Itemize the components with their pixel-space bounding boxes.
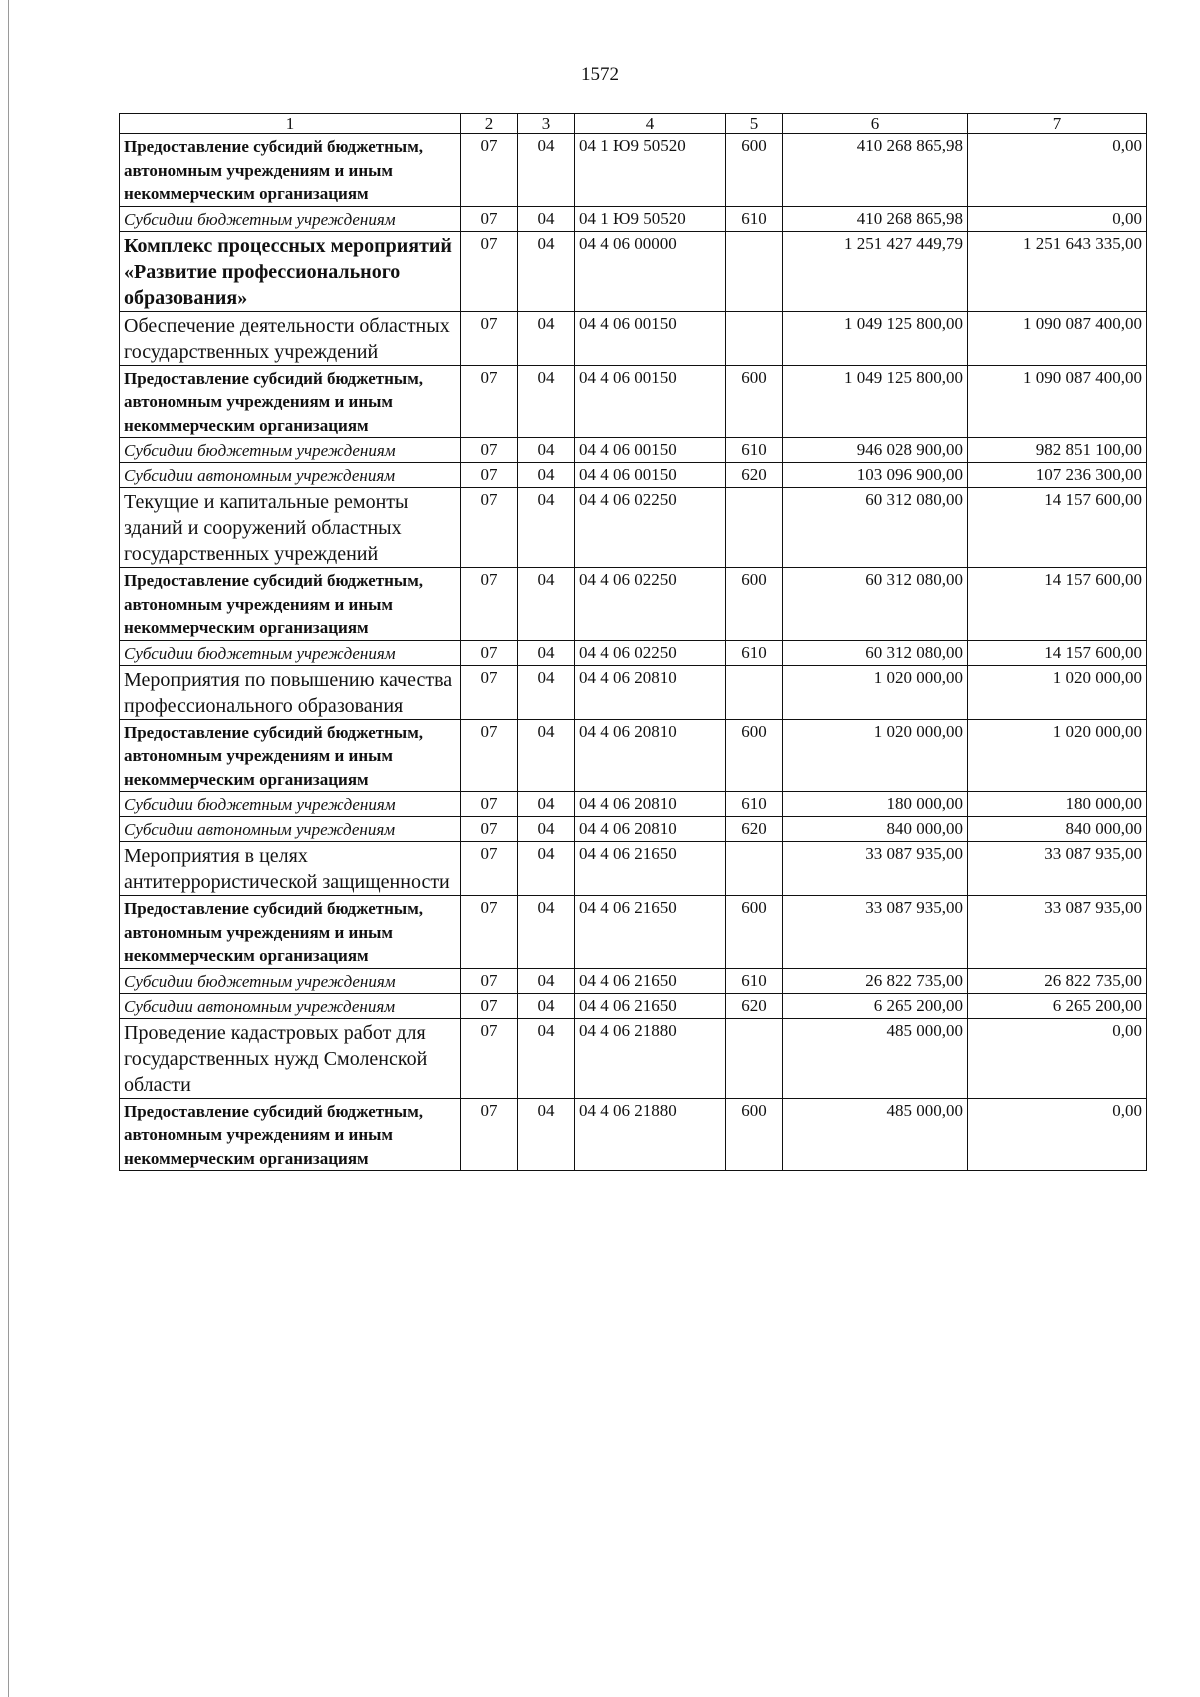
expense-type-code: 610	[726, 438, 783, 463]
table-row	[120, 842, 1147, 896]
column-header: 4	[575, 114, 726, 134]
row-name: Субсидии бюджетным учреждениям	[120, 640, 461, 665]
scan-edge-line	[8, 0, 9, 1697]
expense-type-code	[726, 1018, 783, 1098]
column-header: 6	[783, 114, 968, 134]
table-row	[120, 968, 1147, 993]
amount-year-1: 60 312 080,00	[783, 640, 968, 665]
amount-year-1: 1 020 000,00	[783, 719, 968, 792]
expense-type-code: 610	[726, 640, 783, 665]
amount-year-1: 60 312 080,00	[783, 488, 968, 568]
expense-type-code: 600	[726, 896, 783, 969]
expense-type-code: 600	[726, 365, 783, 438]
target-article-code: 04 4 06 00150	[575, 463, 726, 488]
column-header: 3	[518, 114, 575, 134]
amount-year-1: 1 251 427 449,79	[783, 231, 968, 311]
table-row	[120, 719, 1147, 792]
expense-type-code: 610	[726, 206, 783, 231]
row-name: Субсидии автономным учреждениям	[120, 463, 461, 488]
target-article-code: 04 1 Ю9 50520	[575, 134, 726, 207]
amount-year-1: 410 268 865,98	[783, 206, 968, 231]
amount-year-1: 60 312 080,00	[783, 568, 968, 641]
amount-year-1: 6 265 200,00	[783, 993, 968, 1018]
expense-type-code: 600	[726, 568, 783, 641]
section-code: 07	[461, 488, 518, 568]
expense-type-code: 610	[726, 968, 783, 993]
expense-type-code: 600	[726, 134, 783, 207]
table-row	[120, 993, 1147, 1018]
subsection-code: 04	[518, 1018, 575, 1098]
table-row	[120, 438, 1147, 463]
target-article-code: 04 4 06 21650	[575, 968, 726, 993]
amount-year-2: 0,00	[968, 1018, 1147, 1098]
expense-type-code	[726, 665, 783, 719]
amount-year-2: 0,00	[968, 134, 1147, 207]
table-row	[120, 134, 1147, 207]
expense-type-code	[726, 842, 783, 896]
row-name: Субсидии бюджетным учреждениям	[120, 438, 461, 463]
target-article-code: 04 4 06 00150	[575, 365, 726, 438]
amount-year-1: 946 028 900,00	[783, 438, 968, 463]
subsection-code: 04	[518, 134, 575, 207]
target-article-code: 04 4 06 20810	[575, 719, 726, 792]
section-code: 07	[461, 993, 518, 1018]
target-article-code: 04 4 06 20810	[575, 665, 726, 719]
section-code: 07	[461, 640, 518, 665]
target-article-code: 04 4 06 02250	[575, 568, 726, 641]
section-code: 07	[461, 438, 518, 463]
table-row	[120, 206, 1147, 231]
expense-type-code	[726, 311, 783, 365]
target-article-code: 04 4 06 20810	[575, 792, 726, 817]
section-code: 07	[461, 792, 518, 817]
row-name: Проведение кадастровых работ для государственных нужд Смоленской области	[120, 1018, 461, 1098]
amount-year-1: 33 087 935,00	[783, 896, 968, 969]
table-row	[120, 463, 1147, 488]
table-row	[120, 1098, 1147, 1171]
amount-year-2: 14 157 600,00	[968, 568, 1147, 641]
row-name: Мероприятия по повышению качества профессионального образования	[120, 665, 461, 719]
amount-year-1: 840 000,00	[783, 817, 968, 842]
section-code: 07	[461, 817, 518, 842]
section-code: 07	[461, 842, 518, 896]
table-row	[120, 896, 1147, 969]
row-name: Предоставление субсидий бюджетным, автономным учреждениям и иным некоммерческим организациям	[120, 568, 461, 641]
target-article-code: 04 4 06 02250	[575, 488, 726, 568]
section-code: 07	[461, 365, 518, 438]
column-header: 5	[726, 114, 783, 134]
row-name: Текущие и капитальные ремонты зданий и сооружений областных государственных учреждений	[120, 488, 461, 568]
table-row	[120, 792, 1147, 817]
subsection-code: 04	[518, 993, 575, 1018]
amount-year-1: 1 049 125 800,00	[783, 365, 968, 438]
amount-year-1: 1 020 000,00	[783, 665, 968, 719]
amount-year-2: 0,00	[968, 206, 1147, 231]
expense-type-code: 620	[726, 993, 783, 1018]
table-row	[120, 488, 1147, 568]
subsection-code: 04	[518, 488, 575, 568]
amount-year-2: 982 851 100,00	[968, 438, 1147, 463]
section-code: 07	[461, 463, 518, 488]
row-name: Субсидии бюджетным учреждениям	[120, 206, 461, 231]
subsection-code: 04	[518, 1098, 575, 1171]
amount-year-1: 26 822 735,00	[783, 968, 968, 993]
amount-year-2: 1 020 000,00	[968, 665, 1147, 719]
row-name: Субсидии бюджетным учреждениям	[120, 968, 461, 993]
section-code: 07	[461, 231, 518, 311]
section-code: 07	[461, 665, 518, 719]
subsection-code: 04	[518, 568, 575, 641]
section-code: 07	[461, 311, 518, 365]
amount-year-2: 26 822 735,00	[968, 968, 1147, 993]
table-row	[120, 817, 1147, 842]
subsection-code: 04	[518, 463, 575, 488]
amount-year-2: 33 087 935,00	[968, 896, 1147, 969]
expense-type-code: 600	[726, 719, 783, 792]
subsection-code: 04	[518, 231, 575, 311]
subsection-code: 04	[518, 896, 575, 969]
table-row	[120, 365, 1147, 438]
budget-table	[119, 113, 1147, 1171]
section-code: 07	[461, 1098, 518, 1171]
amount-year-2: 1 090 087 400,00	[968, 311, 1147, 365]
subsection-code: 04	[518, 817, 575, 842]
target-article-code: 04 4 06 21880	[575, 1098, 726, 1171]
target-article-code: 04 1 Ю9 50520	[575, 206, 726, 231]
amount-year-2: 0,00	[968, 1098, 1147, 1171]
target-article-code: 04 4 06 21650	[575, 842, 726, 896]
target-article-code: 04 4 06 21880	[575, 1018, 726, 1098]
amount-year-1: 33 087 935,00	[783, 842, 968, 896]
table-row	[120, 665, 1147, 719]
row-name: Предоставление субсидий бюджетным, автономным учреждениям и иным некоммерческим организациям	[120, 134, 461, 207]
table-row	[120, 311, 1147, 365]
amount-year-2: 14 157 600,00	[968, 488, 1147, 568]
section-code: 07	[461, 206, 518, 231]
expense-type-code	[726, 231, 783, 311]
row-name: Субсидии автономным учреждениям	[120, 993, 461, 1018]
amount-year-1: 485 000,00	[783, 1098, 968, 1171]
target-article-code: 04 4 06 21650	[575, 896, 726, 969]
amount-year-2: 1 020 000,00	[968, 719, 1147, 792]
row-name: Обеспечение деятельности областных государственных учреждений	[120, 311, 461, 365]
page-number: 1572	[581, 64, 619, 85]
row-name: Комплекс процессных мероприятий «Развитие профессионального образования»	[120, 231, 461, 311]
target-article-code: 04 4 06 00150	[575, 438, 726, 463]
amount-year-1: 180 000,00	[783, 792, 968, 817]
target-article-code: 04 4 06 00150	[575, 311, 726, 365]
subsection-code: 04	[518, 640, 575, 665]
section-code: 07	[461, 896, 518, 969]
expense-type-code: 620	[726, 817, 783, 842]
column-header: 7	[968, 114, 1147, 134]
amount-year-2: 180 000,00	[968, 792, 1147, 817]
target-article-code: 04 4 06 00000	[575, 231, 726, 311]
subsection-code: 04	[518, 438, 575, 463]
target-article-code: 04 4 06 21650	[575, 993, 726, 1018]
target-article-code: 04 4 06 20810	[575, 817, 726, 842]
amount-year-2: 1 090 087 400,00	[968, 365, 1147, 438]
target-article-code: 04 4 06 02250	[575, 640, 726, 665]
expense-type-code	[726, 488, 783, 568]
row-name: Предоставление субсидий бюджетным, автономным учреждениям и иным некоммерческим организациям	[120, 1098, 461, 1171]
row-name: Предоставление субсидий бюджетным, автономным учреждениям и иным некоммерческим организациям	[120, 896, 461, 969]
table-row	[120, 1018, 1147, 1098]
amount-year-2: 1 251 643 335,00	[968, 231, 1147, 311]
subsection-code: 04	[518, 365, 575, 438]
amount-year-2: 33 087 935,00	[968, 842, 1147, 896]
amount-year-2: 840 000,00	[968, 817, 1147, 842]
expense-type-code: 610	[726, 792, 783, 817]
row-name: Субсидии бюджетным учреждениям	[120, 792, 461, 817]
table-row	[120, 568, 1147, 641]
section-code: 07	[461, 1018, 518, 1098]
amount-year-1: 410 268 865,98	[783, 134, 968, 207]
section-code: 07	[461, 968, 518, 993]
subsection-code: 04	[518, 968, 575, 993]
amount-year-1: 103 096 900,00	[783, 463, 968, 488]
amount-year-2: 6 265 200,00	[968, 993, 1147, 1018]
subsection-code: 04	[518, 311, 575, 365]
amount-year-1: 1 049 125 800,00	[783, 311, 968, 365]
table-row	[120, 640, 1147, 665]
expense-type-code: 620	[726, 463, 783, 488]
row-name: Предоставление субсидий бюджетным, автономным учреждениям и иным некоммерческим организациям	[120, 719, 461, 792]
amount-year-2: 107 236 300,00	[968, 463, 1147, 488]
amount-year-2: 14 157 600,00	[968, 640, 1147, 665]
row-name: Мероприятия в целях антитеррористической защищенности	[120, 842, 461, 896]
section-code: 07	[461, 134, 518, 207]
subsection-code: 04	[518, 665, 575, 719]
subsection-code: 04	[518, 206, 575, 231]
amount-year-1: 485 000,00	[783, 1018, 968, 1098]
row-name: Предоставление субсидий бюджетным, автономным учреждениям и иным некоммерческим организациям	[120, 365, 461, 438]
column-header-row	[120, 114, 1147, 134]
table-row	[120, 231, 1147, 311]
subsection-code: 04	[518, 719, 575, 792]
subsection-code: 04	[518, 792, 575, 817]
section-code: 07	[461, 719, 518, 792]
row-name: Субсидии автономным учреждениям	[120, 817, 461, 842]
column-header: 1	[120, 114, 461, 134]
column-header: 2	[461, 114, 518, 134]
expense-type-code: 600	[726, 1098, 783, 1171]
subsection-code: 04	[518, 842, 575, 896]
section-code: 07	[461, 568, 518, 641]
